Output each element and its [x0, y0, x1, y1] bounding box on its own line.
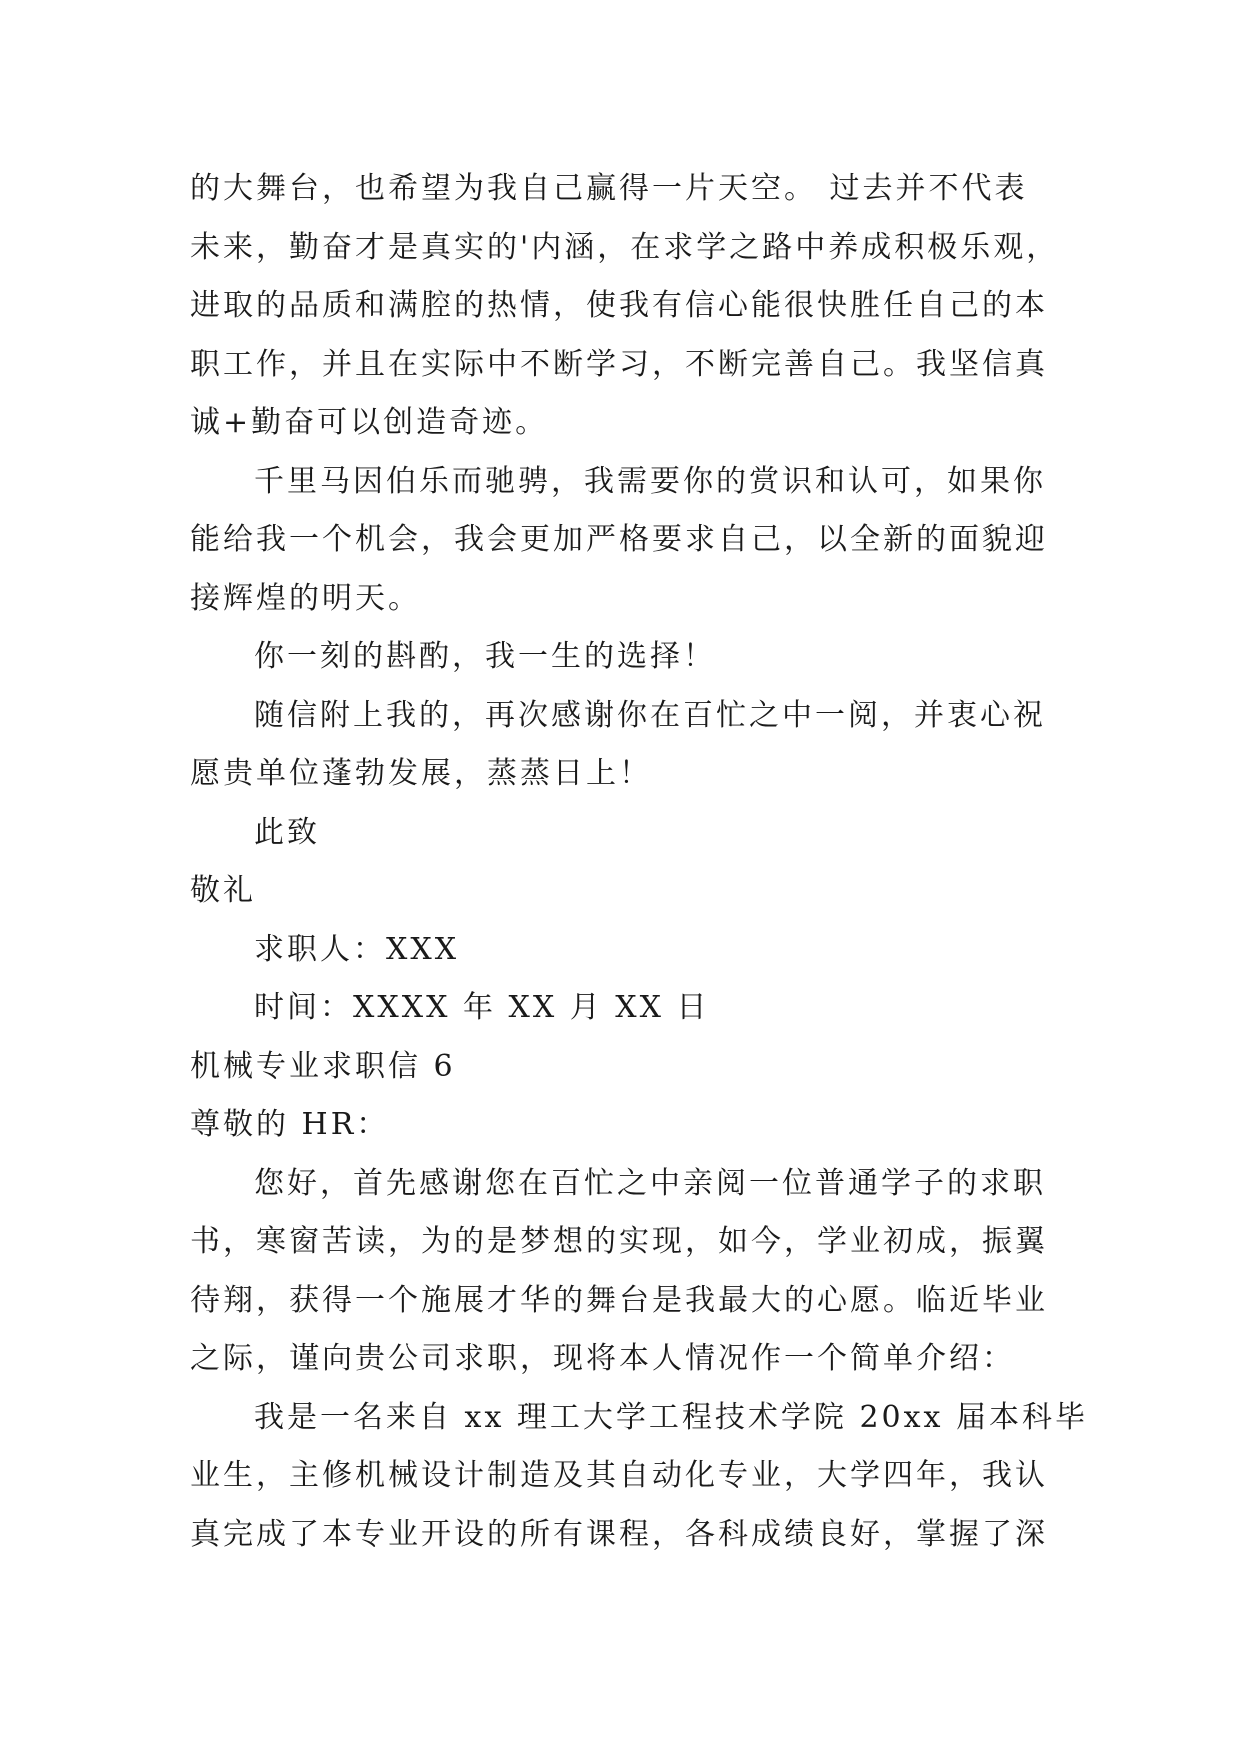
text-line: 诚+勤奋可以创造奇迹。 — [190, 405, 549, 440]
paragraph-start-line: 千里马因伯乐而驰骋，我需要你的赏识和认可，如果你 — [254, 463, 1046, 499]
text-line: 接辉煌的明天。 — [190, 580, 421, 616]
text-line: 业生，主修机械设计制造及其自动化专业，大学四年，我认 — [190, 1458, 1048, 1493]
text-line: 之际，谨向贵公司求职，现将本人情况作一个简单介绍： — [190, 1341, 1015, 1376]
text-line: 书，寒窗苦读，为的是梦想的实现，如今，学业初成，振翼 — [190, 1224, 1048, 1259]
text-line: 愿贵单位蓬勃发展，蒸蒸日上！ — [190, 756, 652, 791]
text-line: 未来，勤奋才是真实的'内涵，在求学之路中养成积极乐观， — [190, 229, 1060, 265]
paragraph-start-line: 随信附上我的，再次感谢你在百忙之中一阅，并衷心祝 — [254, 697, 1046, 733]
greeting: 尊敬的 HR： — [190, 1107, 390, 1142]
paragraph-start-line: 您好，首先感谢您在百忙之中亲阅一位普通学子的求职 — [254, 1165, 1046, 1201]
section-heading: 机械专业求职信 6 — [190, 1048, 456, 1084]
text-line: 待翔，获得一个施展才华的舞台是我最大的心愿。临近毕业 — [190, 1282, 1048, 1318]
text-line: 的大舞台，也希望为我自己赢得一片天空。 过去并不代表 — [190, 171, 1028, 206]
closing-salutation: 此致 — [254, 814, 320, 850]
letter-body — [190, 160, 1088, 1564]
text-line: 真完成了本专业开设的所有课程，各科成绩良好，掌握了深 — [190, 1516, 1048, 1552]
paragraph-start-line: 你一刻的斟酌，我一生的选择！ — [254, 639, 716, 674]
letter-date: 时间：XXXX 年 XX 月 XX 日 — [254, 990, 710, 1025]
text-line: 能给我一个机会，我会更加严格要求自己，以全新的面貌迎 — [190, 522, 1048, 557]
applicant-signature: 求职人：XXX — [254, 931, 460, 967]
text-line: 进取的品质和满腔的热情，使我有信心能很快胜任自己的本 — [190, 288, 1048, 323]
paragraph-start-line: 我是一名来自 xx 理工大学工程技术学院 20xx 届本科毕 — [254, 1399, 1088, 1435]
text-line: 职工作，并且在实际中不断学习，不断完善自己。我坚信真 — [190, 346, 1048, 382]
closing-regards: 敬礼 — [190, 873, 256, 908]
